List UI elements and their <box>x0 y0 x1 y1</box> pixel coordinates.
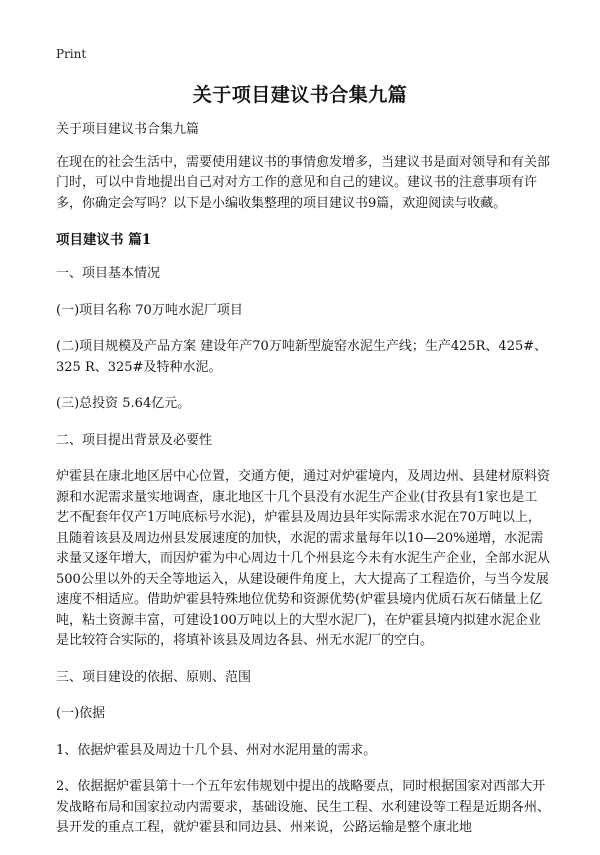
print-label[interactable]: Print <box>56 47 87 61</box>
paragraph-project-name: (一)项目名称 70万吨水泥厂项目 <box>56 302 243 318</box>
paragraph-basis-1: 1、依据炉霍县及周边十几个县、州对水泥用量的需求。 <box>56 742 377 758</box>
document-subtitle: 关于项目建议书合集九篇 <box>56 122 200 137</box>
paragraph-basic-info-heading: 一、项目基本情况 <box>56 266 161 281</box>
paragraph-basis-subheading: (一)依据 <box>56 706 106 721</box>
paragraph-background-heading: 二、项目提出背景及必要性 <box>56 432 213 448</box>
paragraph-project-scale: (二)项目规模及产品方案 建设年产70万吨新型旋窑水泥生产线；生产425R、425#、325 R、325#及特种水泥。 <box>56 339 548 375</box>
document-title: 关于项目建议书合集九篇 <box>192 84 408 106</box>
document-body <box>56 120 550 855</box>
paragraph-background-body: 炉霍县在康北地区居中心位置，交通方便，通过对炉霍境内，及周边州、县建材原料资源和水泥需求量实地调查，康北地区十几个县没有水泥生产企业(甘孜县有1家也是工艺不配套年仅产1万吨底标号水泥)，炉霍县及周边县年实际需求水泥在70万吨以上，且随着该县及周边州县发展速度的加快，水泥的需求量每年以10—20%递增，水泥需求量又逐年增大，而因炉霍为中心周边十几个州县迄今未有水泥生产企业，全部水泥从500公里以外的天全等地运入，从建设硬件角度上，大大提高了工程造价，与当今发展速度不相适应。借助炉霍县特殊地位优势和资源优势(炉霍县境内优质石灰石储量上亿吨，粘土资源丰富，可建设100万吨以上的大型水泥厂)，在炉霍县境内拟建水泥企业是比较符合实际的，将填补该县及周边各县、州无水泥厂的空白。 <box>56 469 551 648</box>
section-title: 项目建议书 篇1 <box>56 232 152 248</box>
paragraph-basis-2: 2、依据据炉霍县第十一个五年宏伟规划中提出的战略要点，同时根据国家对西部大开发战略布局和国家拉动内需要求，基础设施、民生工程、水利建设等工程是近期各州、县开发的重点工程，就炉霍县和同边县、州来说，公路运输是整个康北地 <box>56 779 551 835</box>
intro-paragraph: 在现在的社会生活中，需要使用建议书的事情愈发增多，当建议书是面对领导和有关部门时，可以中肯地提出自己对对方工作的意见和自己的建议。建议书的注意事项有许多，你确定会写吗？以下是小编收集整理的项目建议书9篇，欢迎阅读与收藏。 <box>56 154 551 211</box>
paragraph-basis-heading: 三、项目建设的依据、原则、范围 <box>56 669 252 685</box>
paragraph-total-investment: (三)总投资 5.64亿元。 <box>56 396 191 411</box>
